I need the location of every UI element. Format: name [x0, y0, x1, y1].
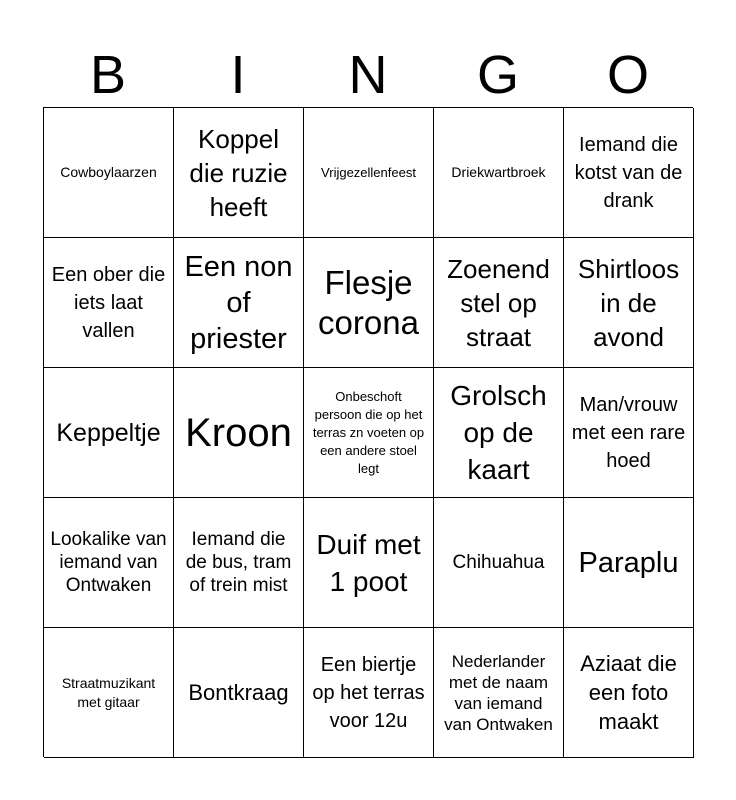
cell-text: Driekwartbroek: [451, 164, 546, 180]
bingo-cell[interactable]: [174, 498, 304, 628]
bingo-cell[interactable]: [564, 238, 694, 368]
cell-text: Straatmuzikant met gitaar: [61, 674, 156, 710]
bingo-cell[interactable]: [434, 368, 564, 498]
cell-text: Een non of priester: [184, 250, 293, 355]
bingo-cell[interactable]: [304, 238, 434, 368]
cell-text: Cowboylaarzen: [60, 164, 157, 180]
bingo-cell[interactable]: [304, 108, 434, 238]
bingo-cell[interactable]: [304, 498, 434, 628]
cell-text: Shirtloos in de avond: [577, 253, 680, 352]
cell-text: Koppel die ruzie heeft: [189, 123, 288, 222]
cell-text: Zoenend stel op straat: [447, 253, 550, 352]
cell-text: Bontkraag: [188, 680, 289, 705]
cell-text: Man/vrouw met een rare hoed: [571, 393, 686, 472]
cell-text: Nederlander met de naam van iemand van Ontwaken: [444, 651, 553, 734]
bingo-cell[interactable]: [304, 628, 434, 758]
bingo-cell[interactable]: [564, 628, 694, 758]
bingo-cell[interactable]: [564, 498, 694, 628]
cell-text: Flesje corona: [318, 263, 419, 341]
bingo-cell[interactable]: [44, 628, 174, 758]
cell-text: Iemand die kotst van de drank: [574, 133, 683, 212]
cell-text: Chihuahua: [452, 552, 545, 573]
bingo-cell[interactable]: [174, 368, 304, 498]
bingo-cell[interactable]: [174, 238, 304, 368]
header-letter-g: G: [476, 45, 519, 105]
header-letter-n: N: [348, 45, 388, 105]
cell-text: Keppeltje: [56, 418, 161, 447]
bingo-header: [43, 44, 693, 106]
bingo-card: [43, 107, 693, 757]
bingo-cell[interactable]: [44, 108, 174, 238]
bingo-cell[interactable]: [564, 368, 694, 498]
bingo-cell[interactable]: [434, 108, 564, 238]
bingo-cell[interactable]: [44, 368, 174, 498]
header-letter-b: B: [89, 45, 127, 105]
bingo-cell[interactable]: [434, 628, 564, 758]
cell-text: Grolsch op de kaart: [450, 380, 547, 485]
cell-text: Duif met 1 poot: [316, 528, 421, 597]
header-letter-i: I: [230, 45, 246, 105]
cell-text: Iemand die de bus, tram of trein mist: [185, 529, 292, 596]
cell-text: Aziaat die een foto maakt: [580, 651, 677, 734]
cell-text: Een biertje op het terras voor 12u: [312, 653, 425, 732]
cell-text: Kroon: [185, 410, 292, 455]
bingo-cell[interactable]: [44, 498, 174, 628]
bingo-cell[interactable]: [434, 238, 564, 368]
cell-text: Onbeschoft persoon die op het terras zn voeten op een andere stoel legt: [312, 388, 425, 476]
cell-text: Lookalike van iemand van Ontwaken: [50, 529, 167, 596]
cell-text: Vrijgezellenfeest: [321, 164, 416, 180]
bingo-cell[interactable]: [44, 238, 174, 368]
bingo-cell[interactable]: [434, 498, 564, 628]
bingo-cell[interactable]: [174, 108, 304, 238]
cell-text: Een ober die iets laat vallen: [51, 263, 166, 342]
bingo-cell[interactable]: [304, 368, 434, 498]
header-letter-o: O: [606, 45, 649, 105]
bingo-cell[interactable]: [174, 628, 304, 758]
bingo-cell[interactable]: [564, 108, 694, 238]
cell-text: Paraplu: [578, 546, 679, 579]
